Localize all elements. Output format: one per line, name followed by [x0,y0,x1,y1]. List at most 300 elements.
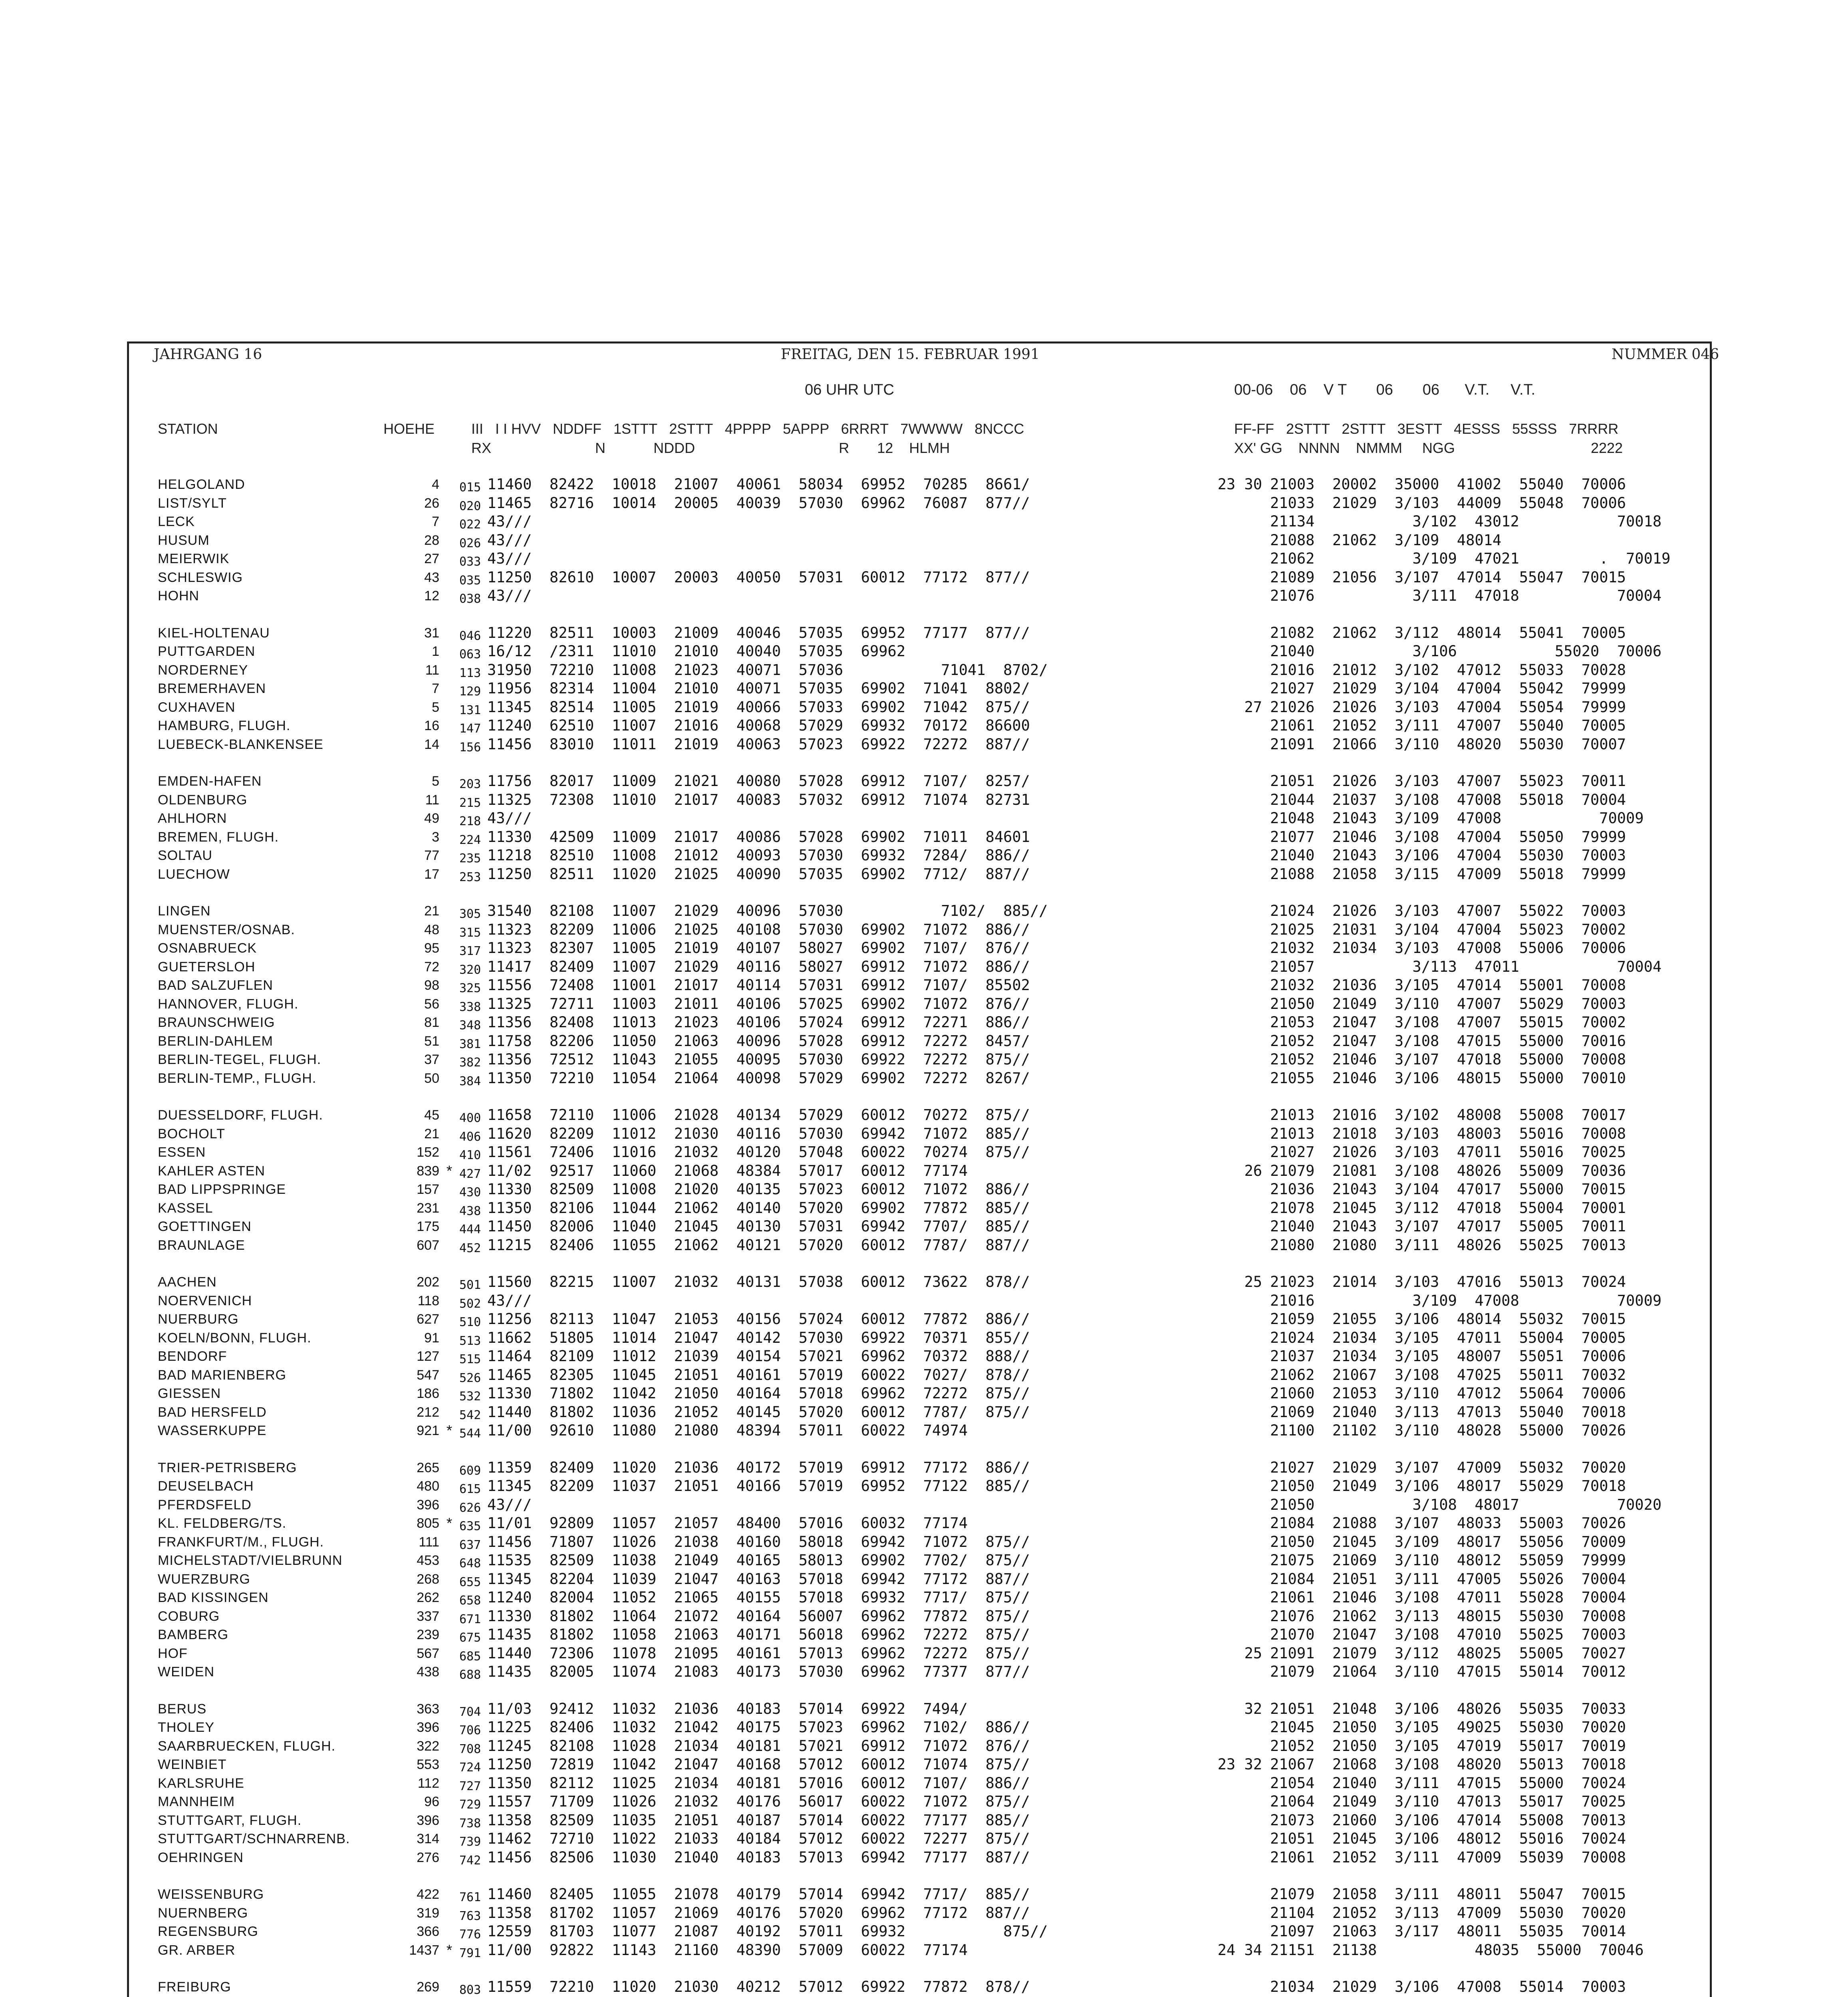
station-height: 11 [425,663,439,678]
station-name: MUENSTER/OSNAB. [158,922,295,937]
synop-groups: 11350 72210 11054 21064 40098 57029 69902 72272 8267/ [487,1070,1030,1087]
table-row [0,1032,1848,1050]
station-name: WUERZBURG [158,1572,250,1587]
station-name: SCHLESWIG [158,570,243,585]
table-row [0,1514,1848,1532]
additional-groups: 21078 21045 3/112 47018 55004 70001 [1270,1199,1626,1217]
additional-groups: 21026 21026 3/103 47004 55054 79999 [1270,699,1626,716]
station-number: 727 [459,1779,481,1793]
station-number: 022 [459,518,481,532]
synop-groups: 11240 62510 11007 21016 40068 57029 69932 70172 86600 [487,717,1030,734]
station-number: 315 [459,926,481,940]
station-name: GR. ARBER [158,1943,236,1958]
station-height: 805 [417,1516,439,1531]
synop-groups: 11256 82113 11047 21053 40156 57024 60012 77872 886// [487,1310,1030,1328]
station-height: 28 [424,533,439,548]
station-number: 224 [459,833,481,847]
additional-groups: 21044 21037 3/108 47008 55018 70004 [1270,791,1626,808]
station-number: 704 [459,1705,481,1719]
station-height: 56 [424,997,439,1012]
table-row [0,1848,1848,1867]
table-row [0,1421,1848,1440]
additional-groups: 21024 21034 3/105 47011 55004 70005 [1270,1329,1626,1346]
station-number: 742 [459,1854,481,1868]
synop-groups: 11/00 92822 11143 21160 48390 57009 60022 77174 [487,1941,968,1959]
station-height: 366 [417,1924,439,1939]
table-row [0,568,1848,587]
station-height: 262 [417,1590,439,1605]
station-number: 348 [459,1018,481,1032]
station-number: 542 [459,1408,481,1422]
station-name: BREMEN, FLUGH. [158,830,279,845]
station-name: BERLIN-TEMP., FLUGH. [158,1071,317,1086]
additional-groups: 21064 21049 3/110 47013 55017 70025 [1270,1793,1626,1810]
additional-groups: 21088 21058 3/115 47009 55018 79999 [1270,865,1626,883]
station-name: HANNOVER, FLUGH. [158,997,299,1012]
station-number: 615 [459,1482,481,1496]
station-number: 406 [459,1130,481,1144]
station-height: 202 [417,1274,439,1290]
station-name: ESSEN [158,1145,206,1160]
mountain-marker: * [446,1163,453,1179]
station-name: STUTTGART/SCHNARRENB. [158,1831,350,1846]
station-name: HAMBURG, FLUGH. [158,718,291,733]
station-number: 320 [459,963,481,977]
synop-groups: 11435 81802 11058 21063 40171 56018 69962 72272 875// [487,1626,1030,1643]
station-height: 1 [432,644,439,659]
table-row [0,1626,1848,1644]
additional-groups: 21079 21081 3/108 48026 55009 70036 [1270,1162,1626,1179]
station-name: CUXHAVEN [158,700,236,715]
station-number: 046 [459,629,481,643]
station-name: KOELN/BONN, FLUGH. [158,1330,312,1346]
additional-groups: 21013 21018 3/103 48003 55016 70008 [1270,1125,1626,1142]
mountain-marker: * [446,1422,453,1439]
station-height: 607 [417,1238,439,1253]
station-name: KIEL-HOLTENAU [158,625,270,641]
gust-groups: 23 32 [1217,1756,1262,1773]
additional-groups: 21076 21062 3/113 48015 55030 70008 [1270,1608,1626,1625]
additional-groups: 21070 21047 3/108 47010 55025 70003 [1270,1626,1626,1643]
additional-groups: 21055 21046 3/106 48015 55000 70010 [1270,1070,1626,1087]
mountain-marker: * [446,1942,453,1958]
station-name: MICHELSTADT/VIELBRUNN [158,1553,343,1568]
additional-groups: 21027 21029 3/107 47009 55032 70020 [1270,1459,1626,1476]
additional-groups: 21051 21045 3/106 48012 55016 70024 [1270,1830,1626,1847]
station-height: 152 [417,1145,439,1160]
station-number: 317 [459,944,481,958]
station-number: 338 [459,1000,481,1014]
station-number: 438 [459,1204,481,1218]
station-height: 839 [417,1163,439,1179]
station-height: 50 [424,1071,439,1086]
additional-groups: 21060 21053 3/110 47012 55064 70006 [1270,1385,1626,1402]
synop-groups: 43/// [487,1292,532,1309]
station-height: 547 [417,1368,439,1383]
additional-groups: 21067 21068 3/108 48020 55013 70018 [1270,1756,1626,1773]
station-name: GOETTINGEN [158,1219,252,1234]
station-name: DEUSELBACH [158,1479,254,1494]
synop-groups: 11330 82509 11008 21020 40135 57023 60012 71072 886// [487,1181,1030,1198]
table-row [0,921,1848,939]
station-number: 729 [459,1798,481,1812]
additional-groups: 21100 21102 3/110 48028 55000 70026 [1270,1422,1626,1439]
station-height: 21 [424,903,439,919]
station-number: 526 [459,1371,481,1385]
synop-groups: 11435 82005 11074 21083 40173 57030 69962 77377 877// [487,1663,1030,1680]
station-name: REGENSBURG [158,1924,258,1939]
table-row [0,1217,1848,1236]
station-name: AACHEN [158,1274,217,1290]
page-date: FREITAG, DEN 15. FEBRUAR 1991 [781,346,1040,363]
table-row [0,1644,1848,1663]
additional-groups: 21045 21050 3/105 49025 55030 70020 [1270,1719,1626,1736]
table-row [0,865,1848,883]
station-height: 268 [417,1572,439,1587]
station-name: FREIBURG [158,1979,231,1995]
additional-groups: 21052 21047 3/108 47015 55000 70016 [1270,1032,1626,1050]
table-row [0,1588,1848,1607]
station-name: BAMBERG [158,1627,229,1642]
station-number: 763 [459,1909,481,1923]
station-height: 269 [417,1979,439,1995]
station-number: 648 [459,1556,481,1570]
table-row [0,1551,1848,1570]
station-height: 396 [417,1497,439,1513]
table-row [0,1143,1848,1161]
additional-groups: 21036 21043 3/104 47017 55000 70015 [1270,1181,1626,1198]
station-height: 14 [424,737,439,752]
table-row [0,1978,1848,1996]
table-row [0,1050,1848,1069]
station-name: WEINBIET [158,1757,227,1772]
additional-groups: 21053 21047 3/108 47007 55015 70002 [1270,1014,1626,1031]
station-height: 26 [424,496,439,511]
table-row [0,772,1848,790]
table-row [0,1793,1848,1811]
station-name: SOLTAU [158,848,212,863]
synop-groups: 31950 72210 11008 21023 40071 57036 71041 8702/ [487,661,1048,679]
table-row [0,494,1848,512]
col-station: STATION [158,421,218,437]
table-row [0,1941,1848,1959]
station-number: 026 [459,536,481,550]
table-row [0,1496,1848,1514]
station-number: 253 [459,870,481,884]
additional-groups: 21151 21138 48035 55000 70046 [1270,1941,1644,1959]
station-name: WEISSENBURG [158,1887,264,1902]
station-height: 438 [417,1664,439,1679]
col-left-line2: RX N NDDD R 12 HLMH [471,440,950,456]
synop-groups: 11758 82206 11050 21063 40096 57028 69912 72272 8457/ [487,1032,1030,1050]
station-name: KARLSRUHE [158,1776,244,1791]
additional-groups: 21079 21064 3/110 47015 55014 70012 [1270,1663,1626,1680]
additional-groups: 21016 3/109 47008 70009 [1270,1292,1662,1309]
col-right-line2: XX' GG NNNN NMMM NGG 2222 [1234,440,1623,456]
table-row [0,995,1848,1013]
station-number: 129 [459,685,481,699]
synop-groups: 11/02 92517 11060 21068 48384 57017 60012 77174 [487,1162,968,1179]
synop-groups: 11350 82106 11044 21062 40140 57020 69902 77872 885// [487,1199,1030,1217]
additional-groups: 21025 21031 3/104 47004 55023 70002 [1270,921,1626,938]
additional-groups: 21062 21067 3/108 47025 55011 70032 [1270,1366,1626,1384]
observation-time: 06 UHR UTC [805,381,894,398]
synop-groups: 11250 82511 11020 21025 40090 57035 69902 7712/ 887// [487,865,1030,883]
table-row [0,1013,1848,1032]
station-height: 7 [432,681,439,696]
table-row [0,1403,1848,1421]
station-name: WEIDEN [158,1664,214,1679]
table-row [0,1125,1848,1143]
station-height: 11 [425,792,439,808]
station-height: 363 [417,1701,439,1717]
additional-groups: 21077 21046 3/108 47004 55050 79999 [1270,828,1626,846]
table-row [0,846,1848,865]
station-name: NOERVENICH [158,1293,252,1308]
additional-groups: 21050 21049 3/106 48017 55029 70018 [1270,1477,1626,1495]
additional-groups: 21050 21045 3/109 48017 55056 70009 [1270,1533,1626,1550]
station-height: 337 [417,1609,439,1624]
station-number: 510 [459,1315,481,1329]
station-name: BERLIN-DAHLEM [158,1034,273,1049]
additional-groups: 21061 21052 3/111 47009 55039 70008 [1270,1849,1626,1866]
station-name: HELGOLAND [158,477,245,492]
station-height: 43 [424,570,439,585]
synop-groups: 11464 82109 11012 21039 40154 57021 69962 70372 888// [487,1348,1030,1365]
station-height: 72 [424,959,439,975]
station-number: 724 [459,1761,481,1775]
synop-groups: 43/// [487,550,532,567]
station-name: OEHRINGEN [158,1850,244,1865]
station-name: STUTTGART, FLUGH. [158,1813,302,1828]
station-number: 015 [459,480,481,494]
station-height: 51 [424,1034,439,1049]
additional-groups: 21062 3/109 47021 . 70019 [1270,550,1671,567]
station-number: 038 [459,592,481,606]
additional-groups: 21051 21026 3/103 47007 55023 70011 [1270,772,1626,790]
station-height: 627 [417,1312,439,1327]
synop-groups: 11465 82305 11045 21051 40161 57019 60022 7027/ 878// [487,1366,1030,1384]
station-number: 444 [459,1223,481,1237]
additional-groups: 21069 21040 3/113 47013 55040 70018 [1270,1403,1626,1421]
station-name: GUETERSLOH [158,959,256,975]
gust-groups: 25 [1244,1645,1262,1662]
station-height: 921 [417,1423,439,1438]
synop-groups: 11460 82405 11055 21078 40179 57014 69942 7717/ 885// [487,1886,1030,1903]
station-number: 532 [459,1390,481,1403]
additional-groups: 21088 21062 3/109 48014 [1270,532,1502,549]
additional-groups: 21057 3/113 47011 70004 [1270,958,1662,975]
table-row [0,1570,1848,1588]
station-number: 761 [459,1890,481,1904]
table-row [0,1069,1848,1088]
synop-groups: 11662 51805 11014 21047 40142 57030 69922 70371 855// [487,1329,1030,1346]
table-row [0,828,1848,846]
volume-label: JAHRGANG 16 [154,346,262,363]
table-row [0,587,1848,605]
synop-groups: 11325 72308 11010 21017 40083 57032 69912 71074 82731 [487,791,1030,808]
table-row [0,679,1848,698]
gust-groups: 23 30 [1217,476,1262,493]
station-number: 020 [459,499,481,513]
table-row [0,475,1848,494]
table-row [0,902,1848,920]
gust-groups: 27 [1244,699,1262,716]
station-height: 212 [417,1405,439,1420]
table-row [0,1755,1848,1774]
synop-groups: 16/12 /2311 11010 21010 40040 57035 69962 [487,643,905,660]
station-height: 96 [424,1794,439,1809]
station-name: BERUS [158,1701,207,1717]
additional-groups: 21104 21052 3/113 47009 55030 70020 [1270,1904,1626,1922]
additional-groups: 21134 3/102 43012 70018 [1270,513,1662,530]
additional-groups: 21048 21043 3/109 47008 70009 [1270,810,1644,827]
additional-groups: 21023 21014 3/103 47016 55013 70024 [1270,1273,1626,1290]
station-height: 127 [417,1349,439,1364]
station-name: BAD HERSFELD [158,1405,267,1420]
station-name: OSNABRUECK [158,941,257,956]
station-number: 400 [459,1111,481,1125]
station-name: OLDENBURG [158,792,248,808]
additional-groups: 21037 21034 3/105 48007 55051 70006 [1270,1348,1626,1365]
table-row [0,1718,1848,1737]
synop-groups: 11359 82409 11020 21036 40172 57019 69912 77172 886// [487,1459,1030,1476]
station-name: NUERBURG [158,1312,239,1327]
synop-groups: 11561 72406 11016 21032 40120 57048 60022 70274 875// [487,1143,1030,1161]
station-name: PUTTGARDEN [158,644,256,659]
station-number: 033 [459,555,481,569]
synop-groups: 11225 82406 11032 21042 40175 57023 69962 7102/ 886// [487,1719,1030,1736]
gust-groups: 24 34 [1217,1941,1262,1959]
additional-groups: 21052 21050 3/105 47019 55017 70019 [1270,1737,1626,1755]
station-height: 21 [424,1126,439,1141]
table-row [0,1904,1848,1922]
station-number: 626 [459,1501,481,1515]
synop-groups: 11620 82209 11012 21030 40116 57030 69942 71072 885// [487,1125,1030,1142]
station-height: 4 [432,477,439,492]
station-height: 175 [417,1219,439,1234]
synop-groups: 11218 82510 11008 21012 40093 57030 69932 7284/ 886// [487,847,1030,864]
station-number: 544 [459,1427,481,1441]
station-number: 609 [459,1464,481,1478]
additional-groups: 21089 21056 3/107 47014 55047 70015 [1270,569,1626,586]
table-row [0,735,1848,754]
station-number: 706 [459,1723,481,1737]
station-name: BRAUNLAGE [158,1238,245,1253]
table-row [0,1811,1848,1830]
station-name: NUERNBERG [158,1906,248,1921]
station-number: 430 [459,1185,481,1199]
station-height: 314 [417,1831,439,1846]
station-name: FRANKFURT/M., FLUGH. [158,1534,324,1550]
additional-groups: 21082 21062 3/112 48014 55041 70005 [1270,624,1626,641]
additional-groups: 21080 21080 3/111 48026 55025 70013 [1270,1237,1626,1254]
station-name: BAD MARIENBERG [158,1368,286,1383]
station-number: 637 [459,1538,481,1552]
synop-groups: 11345 82209 11037 21051 40166 57019 69952 77122 885// [487,1477,1030,1495]
table-row [0,1180,1848,1199]
additional-groups: 21052 21046 3/107 47018 55000 70008 [1270,1051,1626,1068]
station-number: 235 [459,852,481,865]
table-row [0,1329,1848,1347]
table-row [0,1774,1848,1793]
station-number: 381 [459,1037,481,1051]
station-name: KASSEL [158,1201,213,1216]
synop-groups: 11/03 92412 11032 21036 40183 57014 69922 7494/ [487,1700,968,1717]
station-height: 48 [424,922,439,937]
synop-groups: 11658 72110 11006 21028 40134 57029 60012 70272 875// [487,1106,1030,1124]
station-name: LUECHOW [158,867,230,882]
table-row [0,1533,1848,1551]
table-row [0,1384,1848,1403]
synop-groups: 11440 72306 11078 21095 40161 57013 69962 72272 875// [487,1645,1030,1662]
additional-groups: 21034 21029 3/106 47008 55014 70003 [1270,1978,1626,1995]
table-row [0,1700,1848,1718]
synop-groups: 11358 81702 11057 21069 40176 57020 69962 77172 887// [487,1904,1030,1922]
additional-groups: 21084 21088 3/107 48033 55003 70026 [1270,1515,1626,1532]
station-height: 1437 [409,1943,439,1958]
table-row [0,1830,1848,1848]
synop-groups: 11325 72711 11003 21011 40106 57025 69902 71072 876// [487,995,1030,1012]
additional-groups: 21097 21063 3/117 48011 55035 70014 [1270,1923,1626,1940]
station-name: WASSERKUPPE [158,1423,267,1438]
station-name: BAD LIPPSPRINGE [158,1182,286,1197]
additional-groups: 21091 21079 3/112 48025 55005 70027 [1270,1645,1626,1662]
station-height: 27 [424,551,439,566]
synop-groups: 11465 82716 10014 20005 40039 57030 69962 76087 877// [487,494,1030,512]
synop-groups: 11756 82017 11009 21021 40080 57028 69912 7107/ 8257/ [487,772,1030,790]
station-height: 49 [424,811,439,826]
station-height: 81 [424,1015,439,1030]
station-height: 45 [424,1108,439,1123]
table-row [0,1162,1848,1180]
additional-groups: 21050 3/108 48017 70020 [1270,1496,1662,1513]
synop-groups: 11345 82204 11039 21047 40163 57018 69942 77172 887// [487,1570,1030,1588]
table-row [0,1737,1848,1755]
station-name: LINGEN [158,903,211,919]
synop-groups: 43/// [487,1496,532,1513]
station-name: BOCHOLT [158,1126,225,1141]
additional-groups: 21051 21048 3/106 48026 55035 70033 [1270,1700,1626,1717]
station-height: 3 [432,830,439,845]
synop-groups: 11330 81802 11064 21072 40164 56007 69962 77872 875// [487,1608,1030,1625]
station-name: HUSUM [158,533,210,548]
station-number: 382 [459,1056,481,1070]
table-row [0,1236,1848,1255]
station-number: 671 [459,1612,481,1626]
station-height: 322 [417,1739,439,1754]
station-name: BAD SALZUFLEN [158,978,273,993]
table-row [0,698,1848,717]
station-number: 685 [459,1650,481,1664]
station-number: 688 [459,1668,481,1682]
station-name: NORDERNEY [158,663,248,678]
station-number: 803 [459,1983,481,1997]
synop-groups: 11440 81802 11036 21052 40145 57020 60012 7787/ 875// [487,1403,1030,1421]
additional-groups: 21059 21055 3/106 48014 55032 70015 [1270,1310,1626,1328]
mountain-marker: * [446,1515,453,1531]
additional-groups: 21050 21049 3/110 47007 55029 70003 [1270,995,1626,1012]
synop-groups: 11250 82610 10007 20003 40050 57031 60012 77172 877// [487,569,1030,586]
station-number: 384 [459,1074,481,1088]
station-name: BAD KISSINGEN [158,1590,269,1605]
gust-groups: 25 [1244,1273,1262,1290]
table-row [0,939,1848,957]
additional-groups: 21040 21043 3/107 47017 55005 70011 [1270,1218,1626,1235]
additional-groups: 21084 21051 3/111 47005 55026 70004 [1270,1570,1626,1588]
station-name: LECK [158,514,195,529]
synop-groups: 11215 82406 11055 21062 40121 57020 60012 7787/ 887// [487,1237,1030,1254]
